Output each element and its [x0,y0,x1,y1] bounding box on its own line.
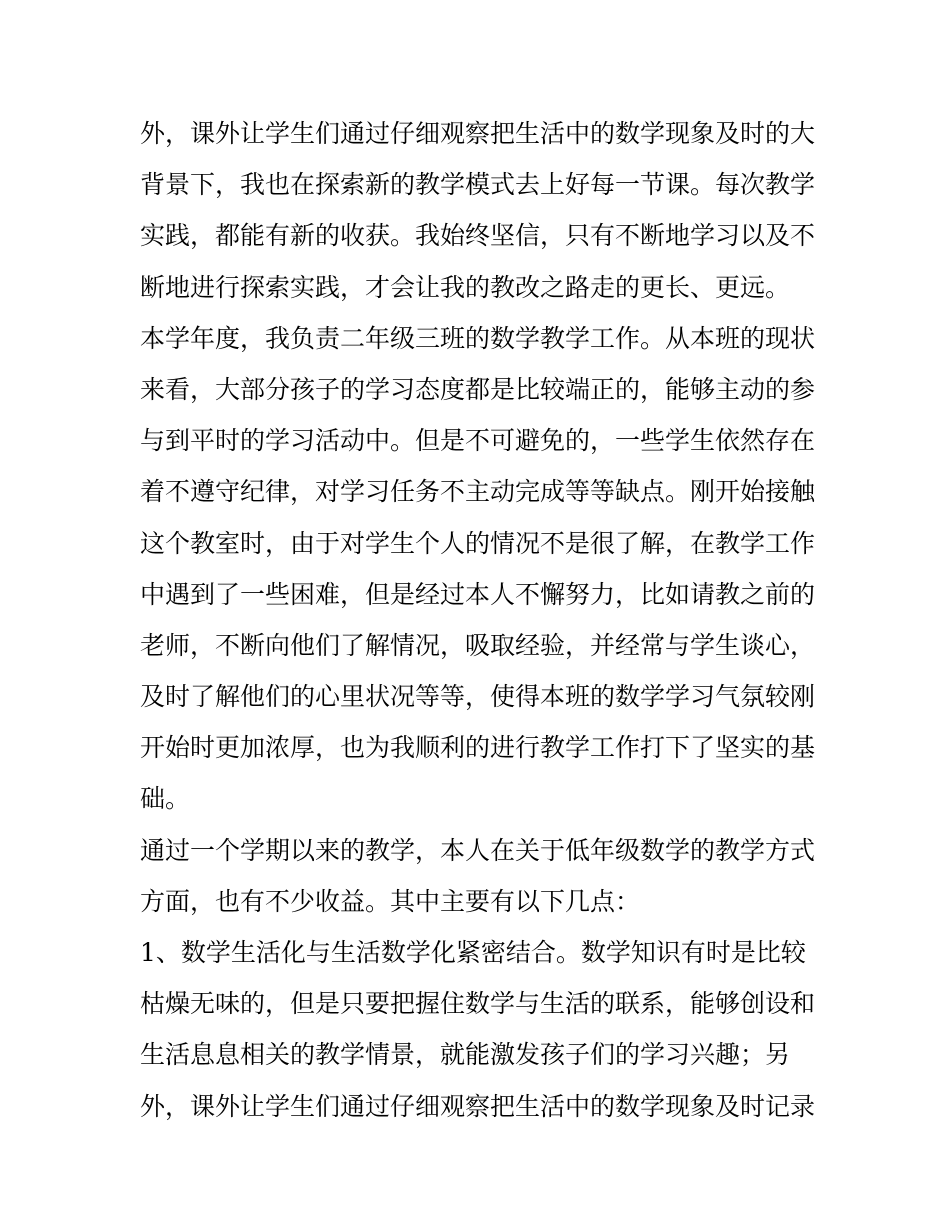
text-line: 枯燥无味的，但是只要把握住数学与生活的联系，能够创设和 [140,989,816,1019]
text-line: 外，课外让学生们通过仔细观察把生活中的数学现象及时的大 [140,119,816,148]
text-line: 1、数学生活化与生活数学化紧密结合。数学知识有时是比较 [140,938,806,967]
text-line: 与到平时的学习活动中。但是不可避免的，一些学生依然存在 [140,426,816,456]
text-line: 来看，大部分孩子的学习态度都是比较端正的，能够主动的参 [140,374,816,404]
text-line: 着不遵守纪律，对学习任务不主动完成等等缺点。刚开始接触 [140,477,816,507]
text-line: 断地进行探索实践，才会让我的教改之路走的更长、更远。 [140,272,791,302]
text-line: 生活息息相关的教学情景，就能激发孩子们的学习兴趣；另 [140,1040,791,1070]
text-line: 开始时更加浓厚，也为我顺利的进行教学工作打下了坚实的基 [140,733,816,763]
text-line: 通过一个学期以来的教学，本人在关于低年级数学的教学方式 [140,835,816,865]
text-line: 背景下，我也在探索新的教学模式去上好每一节课。每次教学 [140,170,816,200]
text-line: 实践，都能有新的收获。我始终坚信，只有不断地学习以及不 [140,221,816,251]
text-line: 本学年度，我负责二年级三班的数学教学工作。从本班的现状 [140,323,816,353]
text-line: 这个教室时，由于对学生个人的情况不是很了解，在教学工作 [140,528,816,558]
text-line: 础。 [140,784,191,814]
text-line: 及时了解他们的心里状况等等，使得本班的数学学习气氛较刚 [140,682,816,712]
body-text [140,108,820,1132]
text-line: 中遇到了一些困难，但是经过本人不懈努力，比如请教之前的 [140,579,816,609]
text-line: 外，课外让学生们通过仔细观察把生活中的数学现象及时记录 [140,1091,816,1121]
text-line: 老师，不断向他们了解情况，吸取经验，并经常与学生谈心， [140,630,816,660]
text-line: 方面，也有不少收益。其中主要有以下几点： [140,886,641,916]
